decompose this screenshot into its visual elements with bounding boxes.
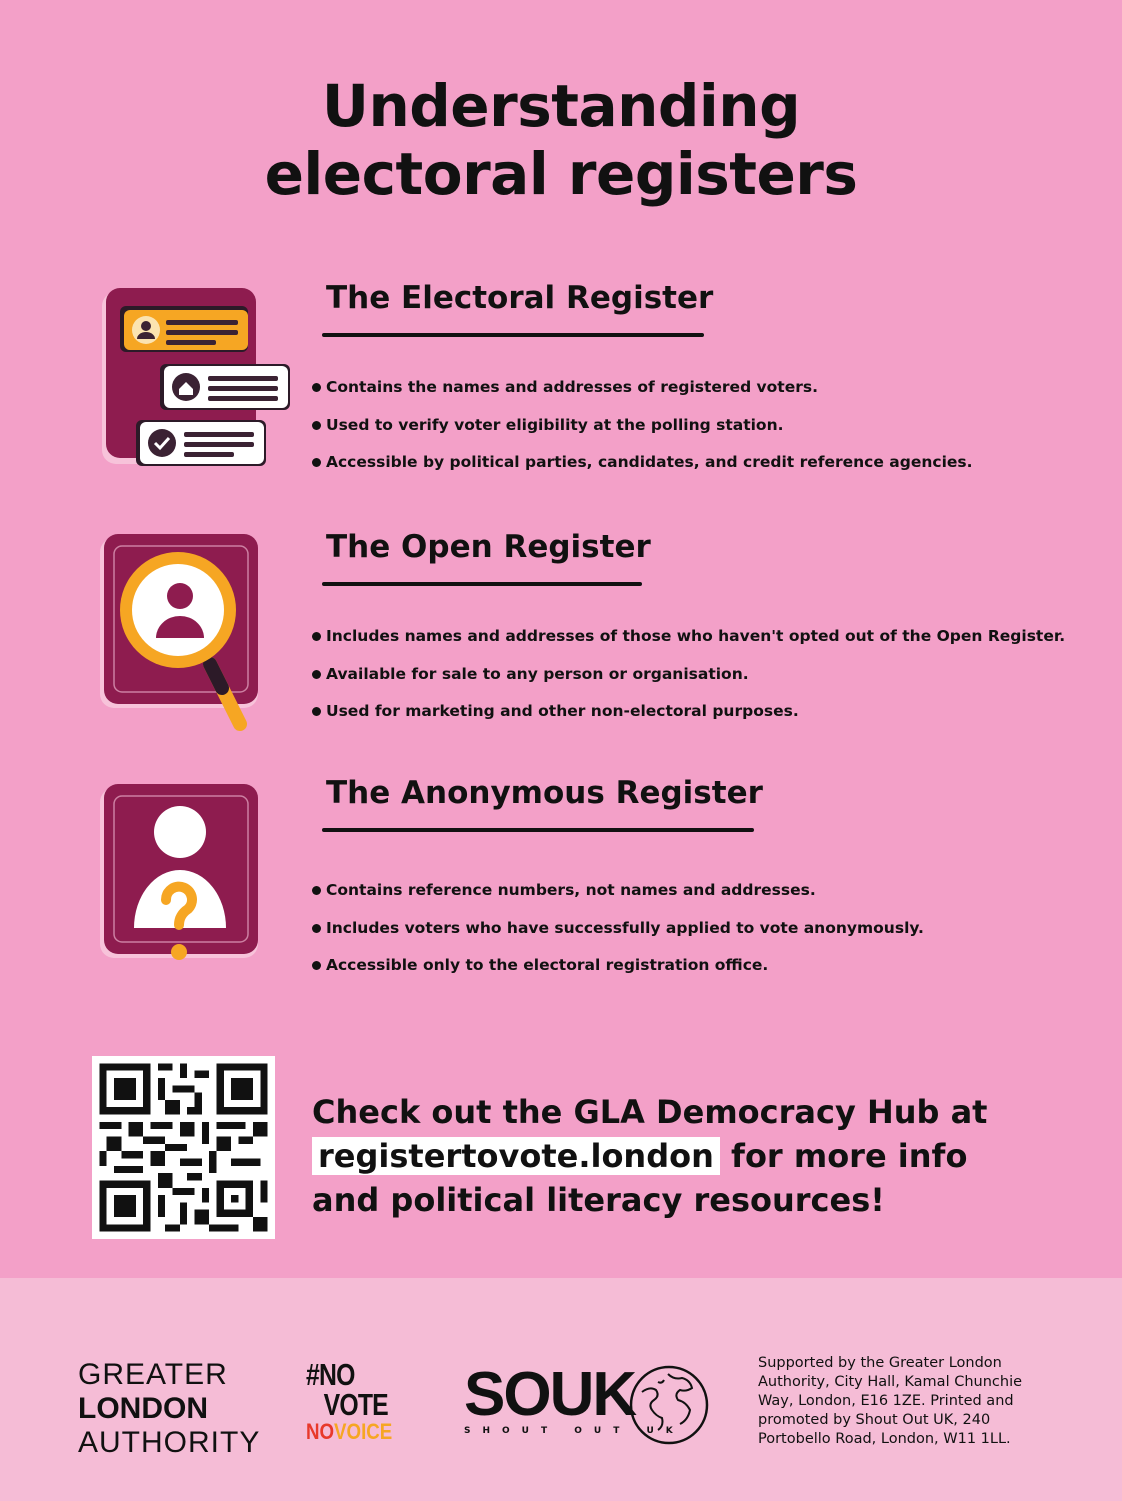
page-title xyxy=(0,72,1122,208)
imprint-line: Portobello Road, London, W11 1LL. xyxy=(758,1431,1011,1447)
list-item: Available for sale to any person or organisation. xyxy=(312,664,1065,702)
no-vote-no-voice-logo xyxy=(306,1357,408,1444)
heading-underline xyxy=(322,333,704,337)
bullet-list xyxy=(312,626,1065,739)
document-list-icon xyxy=(98,286,298,472)
call-to-action xyxy=(312,1090,987,1222)
nvnv-line: #NO xyxy=(306,1357,355,1392)
gla-logo-line: AUTHORITY xyxy=(78,1426,261,1459)
list-item: Accessible by political parties, candidates, and credit reference agencies. xyxy=(312,452,973,490)
anonymous-person-icon xyxy=(98,782,298,968)
qr-code[interactable] xyxy=(92,1056,275,1239)
list-item: Accessible only to the electoral registration office. xyxy=(312,955,924,993)
imprint-text xyxy=(758,1354,1058,1449)
gla-logo xyxy=(78,1358,260,1460)
imprint-line: Authority, City Hall, Kamal Chunchie xyxy=(758,1374,1023,1390)
nvnv-line: VOTE xyxy=(323,1387,388,1422)
cta-line-1: Check out the GLA Democracy Hub at xyxy=(312,1093,988,1131)
section-heading: The Open Register xyxy=(326,529,651,565)
list-item: Includes voters who have successfully applied to vote anonymously. xyxy=(312,918,924,956)
nvnv-voice: VOICE xyxy=(334,1419,393,1444)
website-link[interactable]: registertovote.london xyxy=(312,1137,720,1175)
gla-logo-line: LONDON xyxy=(78,1392,208,1425)
imprint-line: promoted by Shout Out UK, 240 xyxy=(758,1412,991,1428)
imprint-line: Supported by the Greater London xyxy=(758,1355,1002,1371)
list-item: Used to verify voter eligibility at the polling station. xyxy=(312,415,973,453)
nvnv-line xyxy=(306,1420,393,1444)
bullet-list xyxy=(312,880,924,993)
list-item: Used for marketing and other non-electoral purposes. xyxy=(312,701,1065,739)
list-item: Contains reference numbers, not names and addresses. xyxy=(312,880,924,918)
footer xyxy=(0,1278,1122,1501)
gla-logo-line: GREATER xyxy=(78,1358,228,1391)
title-line-1: Understanding xyxy=(321,72,801,140)
magnifier-person-icon xyxy=(98,532,298,736)
cta-line-2-rest: for more info xyxy=(719,1137,968,1175)
heading-underline xyxy=(322,582,642,586)
cta-line-2 xyxy=(312,1134,987,1178)
nvnv-no: NO xyxy=(306,1419,335,1444)
section-heading: The Anonymous Register xyxy=(326,775,763,811)
globe-icon xyxy=(628,1364,710,1446)
section-heading: The Electoral Register xyxy=(326,280,714,316)
souk-tagline: SHOUT OUT UK xyxy=(464,1426,685,1436)
cta-line-3: and political literacy resources! xyxy=(312,1181,885,1219)
souk-wordmark: SOUK xyxy=(464,1360,636,1429)
heading-underline xyxy=(322,828,754,832)
bullet-list xyxy=(312,377,973,490)
list-item: Contains the names and addresses of registered voters. xyxy=(312,377,973,415)
title-line-2: electoral registers xyxy=(264,140,858,208)
list-item: Includes names and addresses of those who haven't opted out of the Open Register. xyxy=(312,626,1065,664)
qr-code-icon xyxy=(92,1056,275,1239)
imprint-line: Way, London, E16 1ZE. Printed and xyxy=(758,1393,1014,1409)
